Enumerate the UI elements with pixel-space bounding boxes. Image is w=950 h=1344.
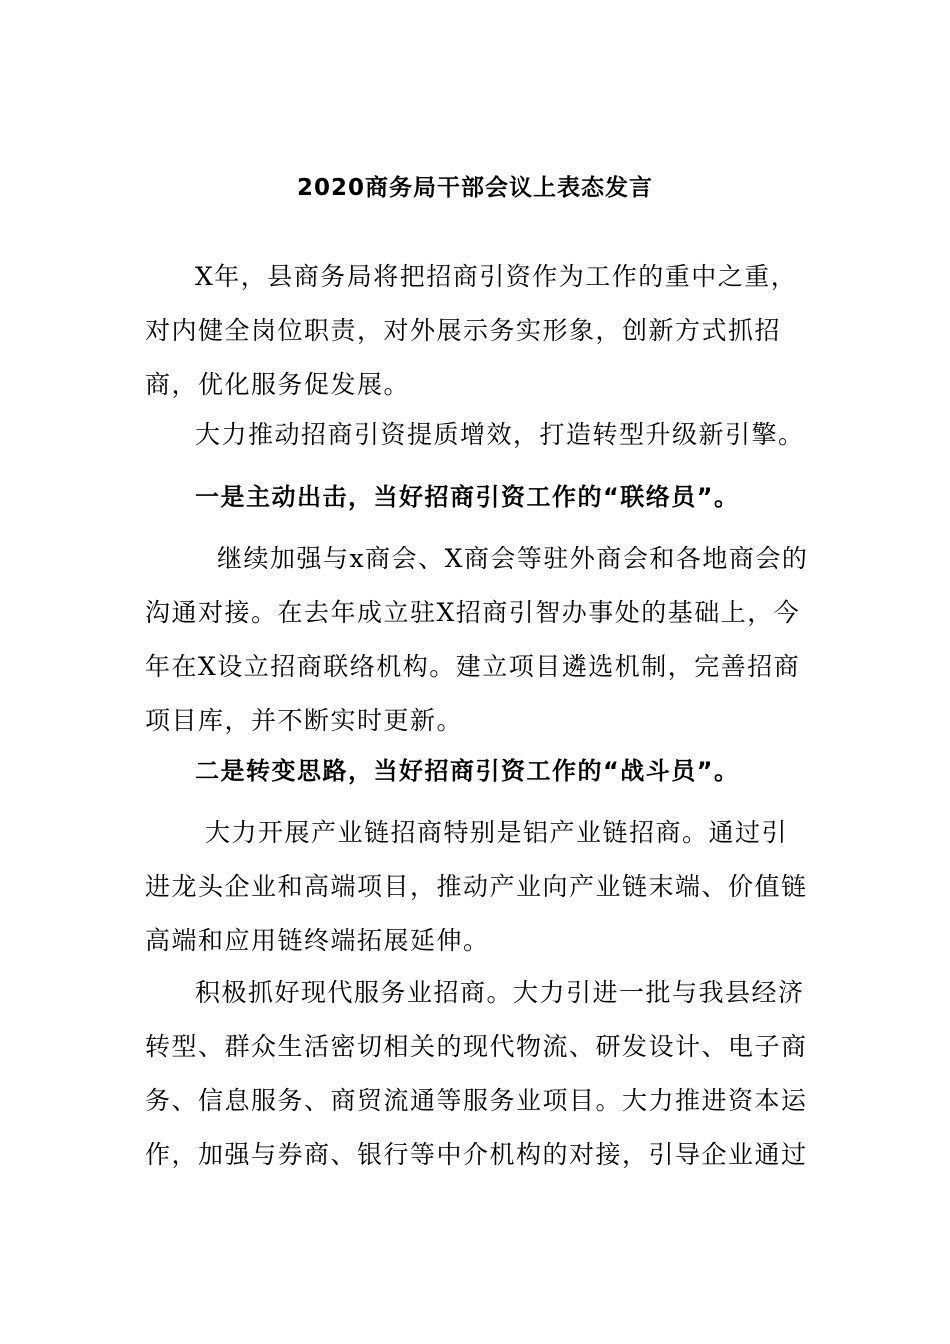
paragraph-intro: X年，县商务局将把招商引资作为工作的重中之重，对内健全岗位职责，对外展示务实形象，创新方式抓招商，优化服务促发展。 bbox=[145, 262, 798, 399]
heading-point-one: 一是主动出击，当好招商引资工作的“联络员”。 bbox=[195, 483, 740, 511]
heading-point-two: 二是转变思路，当好招商引资工作的“战斗员”。 bbox=[195, 757, 740, 785]
paragraph-service-industry: 积极抓好现代服务业招商。大力引进一批与我县经济转型、群众生活密切相关的现代物流、研发设计、电子商务、信息服务、商贸流通等服务业项目。大力推进资本运作，加强与券商、银行等中介机构的对接，引导企业通过 bbox=[145, 978, 808, 1169]
document-title: 2020商务局干部会议上表态发言 bbox=[296, 175, 653, 201]
paragraph-point-one: 继续加强与x商会、X商会等驻外商会和各地商会的沟通对接。在去年成立驻X招商引智办事处的基础上，今年在X设立招商联络机构。建立项目遴选机制，完善招商项目库，并不断实时更新。 bbox=[145, 544, 809, 735]
paragraph-industry-chain: 大力开展产业链招商特别是铝产业链招商。通过引进龙头企业和高端项目，推动产业向产业链末端、价值链高端和应用链终端拓展延伸。 bbox=[145, 818, 808, 955]
paragraph-goal: 大力推动招商引资提质增效，打造转型升级新引擎。 bbox=[195, 420, 805, 449]
